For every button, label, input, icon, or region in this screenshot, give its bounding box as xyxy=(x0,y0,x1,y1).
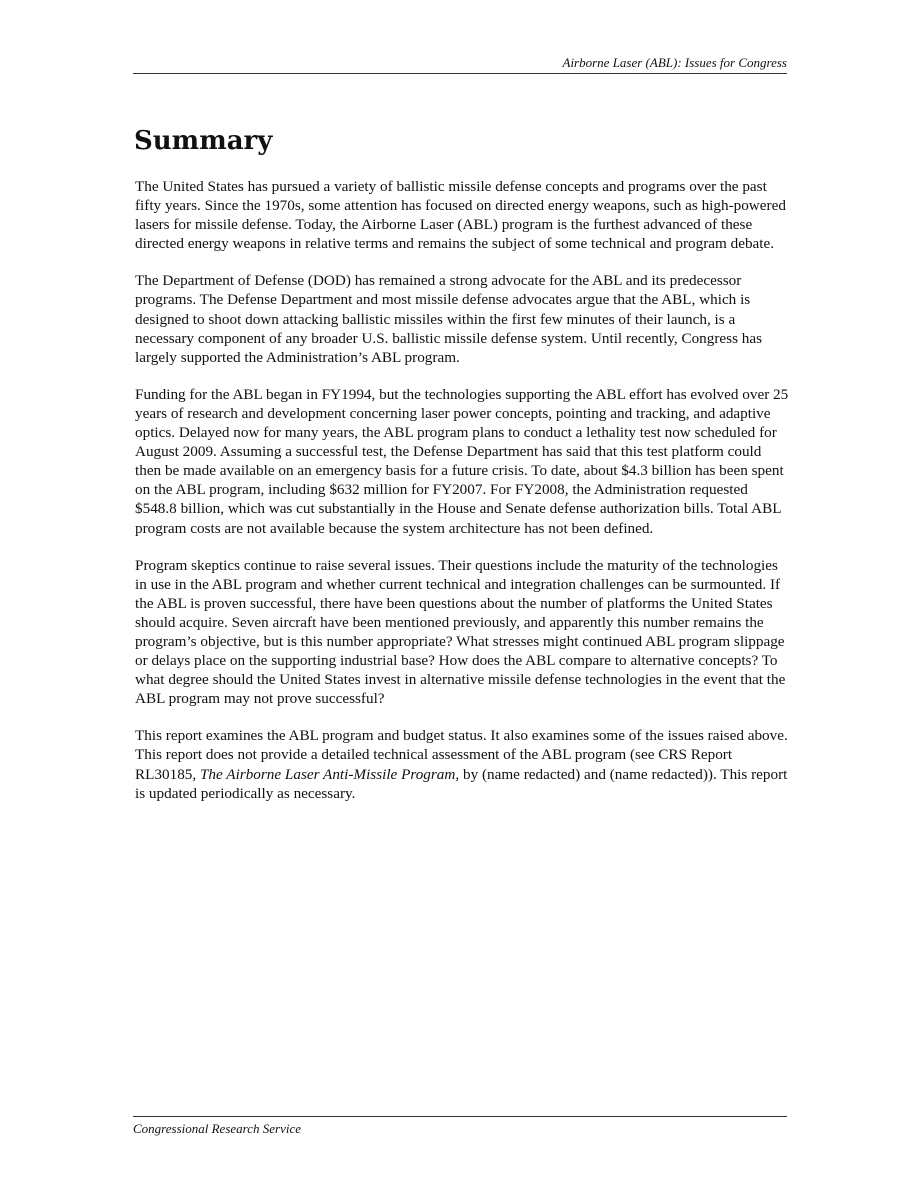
running-header xyxy=(133,55,787,74)
paragraph-5-text-end: , by (name redacted) and (name redacted)). This report is updated periodically as necessary. xyxy=(135,765,788,802)
report-title-italic: The Airborne Laser Anti-Missile Program xyxy=(199,765,456,783)
running-header-title: Airborne Laser (ABL): Issues for Congress xyxy=(562,55,787,70)
summary-body xyxy=(135,177,790,821)
paragraph-5 xyxy=(135,726,790,802)
paragraph-2: The Department of Defense (DOD) has remained a strong advocate for the ABL and its predecessor programs. The Defense Department and most missile defense advocates argue that the ABL, which is designed to shoot down attacking ballistic missiles within the first few minutes of their launch, is a necessary component of any broader U.S. ballistic missile defense system. Until recently, Congress has largely supported the Administration’s ABL program. xyxy=(135,272,763,366)
paragraph-1: The United States has pursued a variety of ballistic missile defense concepts and programs over the past fifty years. Since the 1970s, some attention has focused on directed energy weapons, such as high-powered lasers for missile defense. Today, the Airborne Laser (ABL) program is the furthest advanced of these directed energy weapons in relative terms and remains the subject of some technical and program debate. xyxy=(135,178,786,253)
paragraph-5-text-start: This report examines the ABL program and budget status. It also examines some of the issues raised above. This report does not provide a detailed technical assessment of the ABL program (see CRS Report RL30185, xyxy=(135,727,788,783)
footer-organization: Congressional Research Service xyxy=(133,1121,301,1136)
running-footer xyxy=(133,1116,787,1137)
paragraph-4: Program skeptics continue to raise several issues. Their questions include the maturity of the technologies in use in the ABL program and whether current technical and integration challenges can be surmounted. If the ABL is proven successful, there have been questions about the number of platforms the United States should acquire. Seven aircraft have been mentioned previously, and apparently this number remains the program’s objective, but is this number appropriate? What stresses might continued ABL program slippage or delays place on the supporting industrial base? How does the ABL compare to alternative concepts? To what degree should the United States invest in alternative missile defense technologies in the event that the ABL program may not prove successful? xyxy=(135,556,786,708)
page-title: Summary xyxy=(134,126,273,156)
paragraph-3: Funding for the ABL began in FY1994, but the technologies supporting the ABL effort has evolved over 25 years of research and development concerning laser power concepts, pointing and tracking, and adaptive optics. Delayed now for many years, the ABL program plans to conduct a lethality test now scheduled for August 2009. Assuming a successful test, the Defense Department has said that this test platform could then be made available on an emergency basis for a future crisis. To date, about $4.3 billion has been spent on the ABL program, including $632 million for FY2007. For FY2008, the Administration requested $548.8 billion, which was cut substantially in the House and Senate defense authorization bills. Total ABL program costs are not available because the system architecture has not been defined. xyxy=(135,385,789,537)
